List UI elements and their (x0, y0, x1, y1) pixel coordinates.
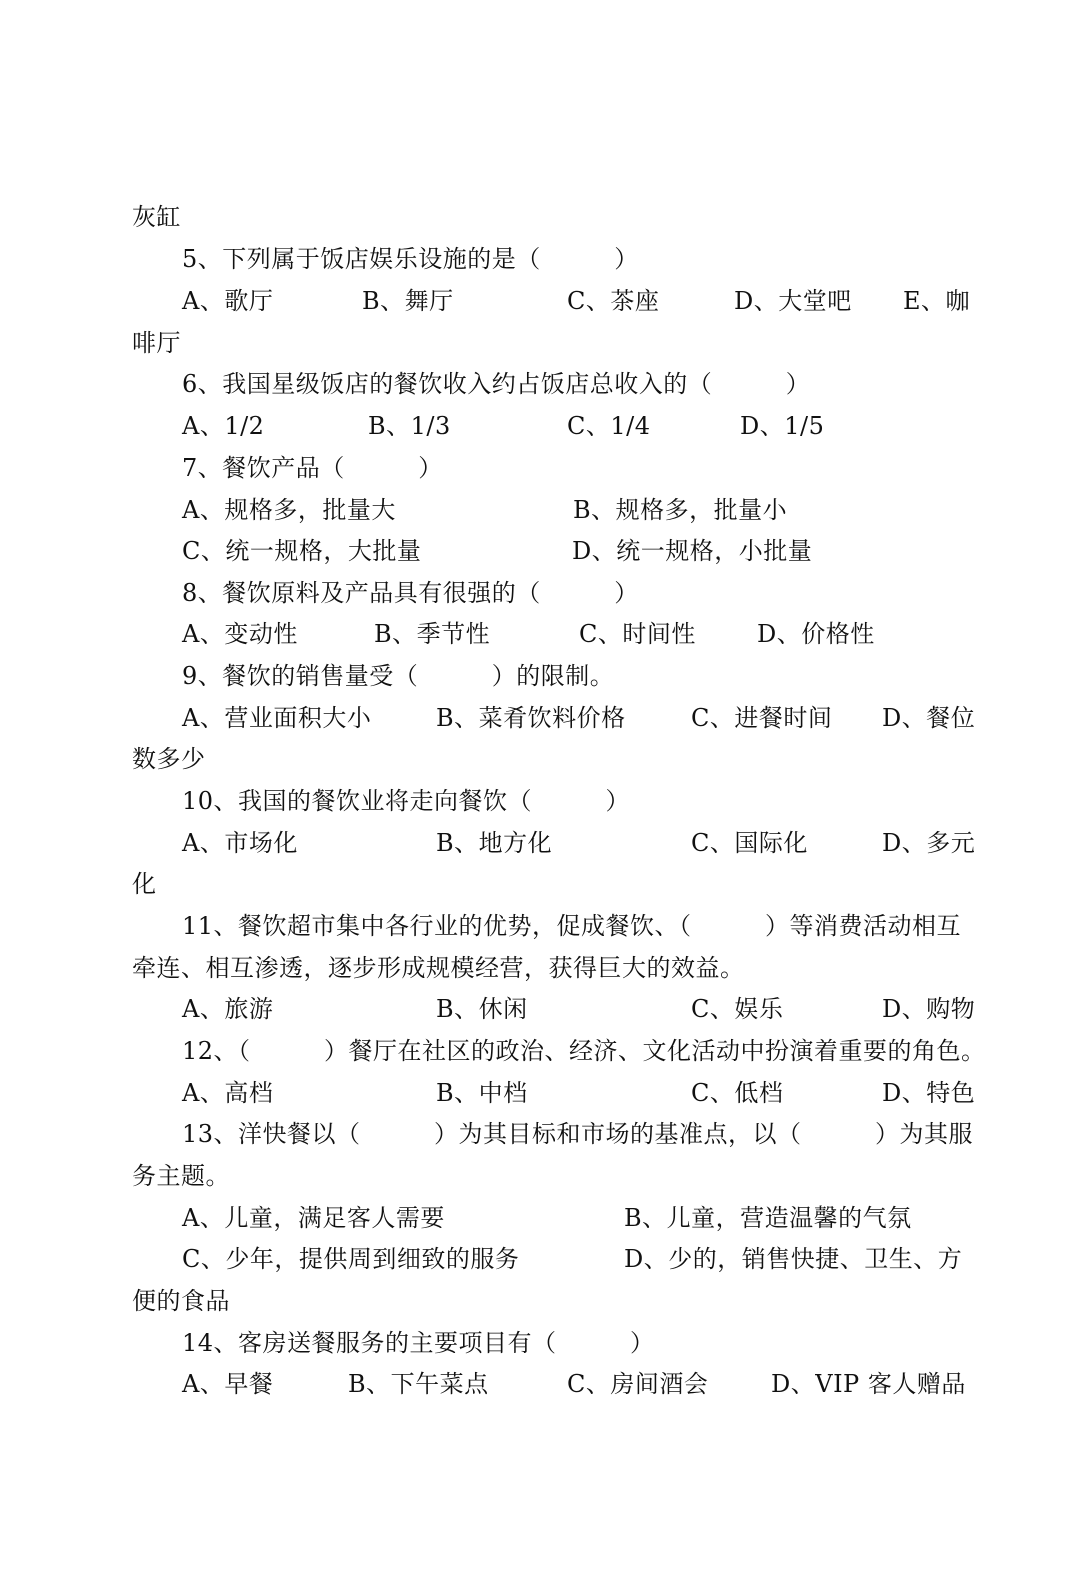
question-5-options (0, 284, 1087, 318)
option-b: B、休闲 (436, 995, 528, 1023)
option-e: E、咖 (903, 287, 971, 315)
option-d: D、购物 (882, 995, 976, 1023)
option-c: C、统一规格，大批量 (182, 537, 422, 565)
question-13-stem: 13、洋快餐以（ ）为其目标和市场的基准点，以（ ）为其服 (182, 1120, 974, 1148)
question-9-options (0, 701, 1087, 735)
option-d: D、1/5 (740, 412, 825, 440)
option-c: C、少年，提供周到细致的服务 (182, 1245, 520, 1273)
option-a: A、1/2 (182, 412, 265, 440)
question-9-wrap: 数多少 (132, 745, 206, 773)
question-14-stem: 14、客房送餐服务的主要项目有（ ） (182, 1329, 655, 1357)
question-7-options-row1 (0, 493, 1087, 527)
question-13-wrap: 务主题。 (132, 1162, 230, 1190)
question-13-options-row1 (0, 1201, 1087, 1235)
question-11-options (0, 992, 1087, 1026)
question-13-options-row2 (0, 1242, 1087, 1276)
option-a: A、规格多，批量大 (182, 496, 396, 524)
option-a: A、高档 (182, 1079, 274, 1107)
option-a: A、旅游 (182, 995, 274, 1023)
option-c: C、低档 (691, 1079, 784, 1107)
option-a: A、营业面积大小 (182, 704, 372, 732)
option-d: D、大堂吧 (734, 287, 852, 315)
question-14-options (0, 1367, 1087, 1401)
question-12-stem: 12、（ ）餐厅在社区的政治、经济、文化活动中扮演着重要的角色。 (182, 1037, 986, 1065)
option-c: C、1/4 (567, 412, 651, 440)
option-d: D、VIP 客人赠品 (771, 1370, 966, 1398)
option-b: B、下午菜点 (348, 1370, 489, 1398)
option-d: D、价格性 (757, 620, 875, 648)
option-a: A、变动性 (182, 620, 298, 648)
question-11-stem: 11、餐饮超市集中各行业的优势，促成餐饮、（ ）等消费活动相互 (182, 912, 962, 940)
question-5-wrap: 啡厅 (132, 329, 181, 357)
question-8-stem: 8、餐饮原料及产品具有很强的（ ） (182, 579, 639, 607)
option-c: C、房间酒会 (567, 1370, 709, 1398)
question-5-stem: 5、下列属于饭店娱乐设施的是（ ） (182, 245, 639, 273)
option-c: C、茶座 (567, 287, 660, 315)
option-b: B、儿童，营造温馨的气氛 (624, 1204, 912, 1232)
option-d: D、少的，销售快捷、卫生、方 (624, 1245, 963, 1273)
option-a: A、早餐 (182, 1370, 274, 1398)
option-a: A、儿童，满足客人需要 (182, 1204, 445, 1232)
option-b: B、1/3 (368, 412, 451, 440)
continuation-text: 灰缸 (132, 203, 181, 231)
question-13-wrap2: 便的食品 (132, 1287, 230, 1315)
option-c: C、国际化 (691, 829, 808, 857)
question-8-options (0, 617, 1087, 651)
option-a: A、市场化 (182, 829, 298, 857)
option-c: C、进餐时间 (691, 704, 833, 732)
question-6-options (0, 409, 1087, 443)
question-10-stem: 10、我国的餐饮业将走向餐饮（ ） (182, 787, 631, 815)
option-c: C、时间性 (579, 620, 696, 648)
option-d: D、餐位 (882, 704, 976, 732)
option-b: B、季节性 (374, 620, 491, 648)
option-b: B、菜肴饮料价格 (436, 704, 626, 732)
option-b: B、舞厅 (362, 287, 454, 315)
option-d: D、特色 (882, 1079, 976, 1107)
option-a: A、歌厅 (182, 287, 274, 315)
option-c: C、娱乐 (691, 995, 784, 1023)
question-10-options (0, 826, 1087, 860)
option-b: B、中档 (436, 1079, 528, 1107)
question-11-wrap: 牵连、相互渗透，逐步形成规模经营，获得巨大的效益。 (132, 954, 745, 982)
question-9-stem: 9、餐饮的销售量受（ ）的限制。 (182, 662, 615, 690)
option-b: B、地方化 (436, 829, 553, 857)
question-7-stem: 7、餐饮产品（ ） (182, 454, 443, 482)
option-d: D、多元 (882, 829, 976, 857)
option-d: D、统一规格，小批量 (572, 537, 813, 565)
question-7-options-row2 (0, 534, 1087, 568)
question-12-options (0, 1076, 1087, 1110)
option-b: B、规格多，批量小 (573, 496, 788, 524)
question-6-stem: 6、我国星级饭店的餐饮收入约占饭店总收入的（ ） (182, 370, 811, 398)
question-10-wrap: 化 (132, 870, 157, 898)
